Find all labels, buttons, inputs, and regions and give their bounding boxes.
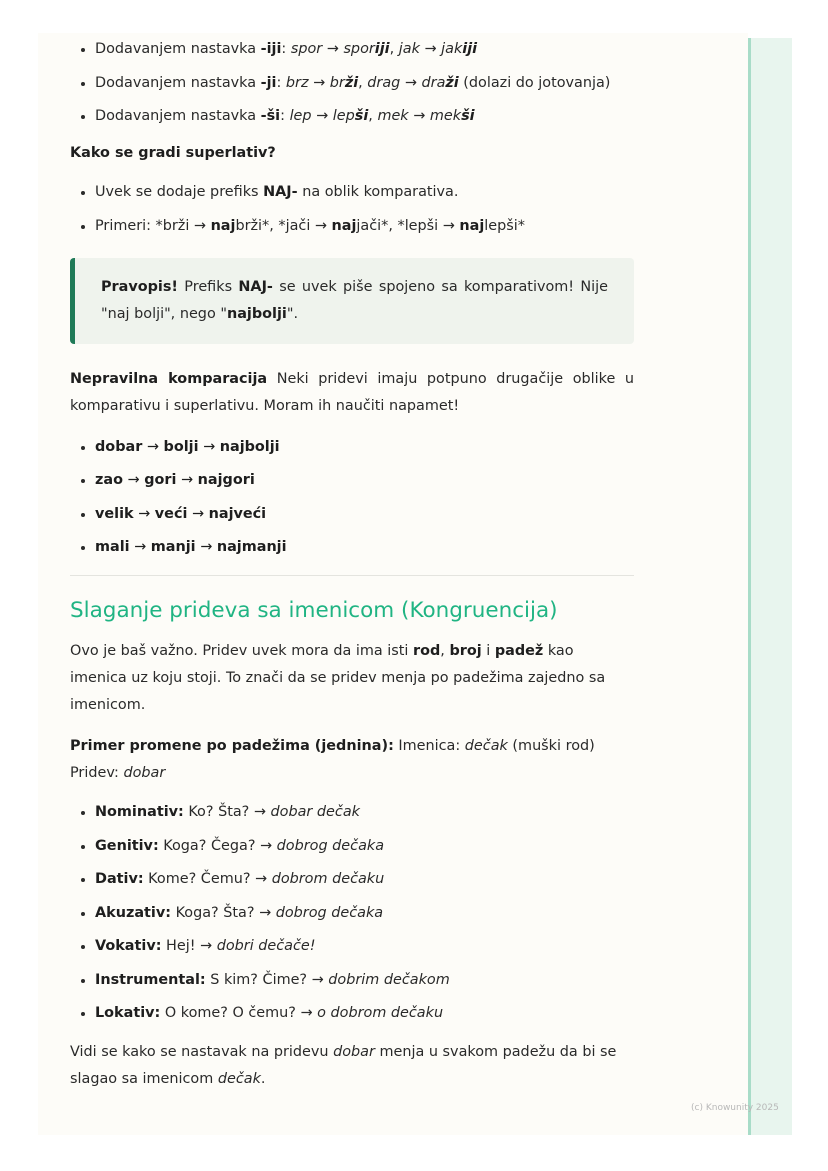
case-question: Hej! → (161, 938, 217, 954)
list-item (95, 1000, 634, 1027)
side-panel (751, 38, 792, 1135)
note: (dolazi do jotovanja) (458, 74, 611, 91)
case-question: Koga? Čega? → (158, 837, 277, 854)
rule-text: Dodavanjem nastavka (95, 108, 261, 124)
case-question: O kome? O čemu? → (160, 1005, 318, 1021)
list-item (95, 213, 634, 240)
case-name: Akuzativ: (95, 904, 171, 921)
comparative: gori (144, 472, 177, 488)
positive: mali (95, 539, 130, 555)
arrow-icon: → (142, 438, 164, 455)
adjective: dobar (123, 765, 166, 781)
case-name: Vokativ: (95, 938, 162, 954)
list-item (95, 900, 634, 927)
text: Ovo je baš važno. Pridev uvek mora da ima isti (70, 643, 413, 659)
case-form: dobrog dečaka (275, 904, 384, 921)
prefix-naj: naj (459, 217, 485, 234)
text: Vidi se kako se nastavak na pridevu (70, 1044, 334, 1060)
list-item (95, 534, 634, 561)
colon: : (276, 74, 286, 91)
list-item (95, 179, 634, 206)
stem: dra (421, 74, 446, 91)
irregular-title: Nepravilna komparacija (70, 370, 268, 387)
separator: , (358, 74, 368, 91)
text: Prefiks (177, 278, 239, 295)
arrow-icon: → (419, 41, 442, 57)
irregular-list (70, 434, 634, 562)
ending: ži (344, 74, 359, 91)
term-broj: broj (449, 643, 482, 659)
example-base: drag (367, 74, 401, 91)
text: na oblik komparativa. (297, 184, 459, 200)
correct-form: najbolji (226, 305, 287, 322)
text: Primeri: *brži → (95, 217, 211, 234)
case-name: Instrumental: (95, 971, 206, 988)
arrow-icon: → (122, 472, 145, 488)
case-name: Nominativ: (95, 804, 184, 820)
colon: : (280, 108, 290, 124)
prefix-naj: NAJ- (238, 278, 273, 295)
list-item (95, 467, 634, 494)
prefix-naj: NAJ- (263, 184, 298, 200)
text: . (260, 1071, 266, 1087)
stem: lep (332, 108, 355, 124)
text: brži*, *jači → (235, 217, 332, 234)
arrow-icon: → (198, 438, 220, 455)
conclusion-paragraph (70, 1039, 634, 1093)
ending: iji (374, 41, 390, 57)
ending: ši (354, 108, 369, 124)
comparative: manji (150, 539, 196, 555)
suffix: -ji (260, 74, 277, 91)
case-form: dobrom dečaku (271, 871, 385, 887)
callout-label: Pravopis! (101, 278, 178, 295)
text: jači*, *lepši → (356, 217, 460, 234)
case-question: Ko? Šta? → (183, 804, 271, 820)
irregular-paragraph (70, 366, 634, 420)
example-result (333, 108, 369, 124)
superlative: najgori (197, 472, 255, 488)
list-item (95, 933, 634, 960)
noun: dečak (464, 738, 508, 754)
spelling-callout (70, 258, 634, 344)
arrow-icon: → (308, 74, 330, 91)
term-padez: padež (494, 643, 544, 659)
text: lepši* (484, 217, 525, 234)
stem: mek (429, 108, 462, 124)
arrow-icon: → (400, 74, 422, 91)
text: se uvek piše spojeno sa komparativom! Nije "naj bolji", nego " (101, 278, 608, 322)
case-form: dobrog dečaka (276, 837, 385, 854)
text: ". (286, 305, 299, 322)
positive: dobar (95, 438, 143, 455)
example-label: Primer promene po padežima (jednina): (70, 738, 394, 754)
term-rod: rod (412, 643, 441, 659)
suffix: -ši (260, 108, 281, 124)
text: , (440, 643, 450, 659)
arrow-icon: → (176, 472, 198, 488)
list-item (95, 70, 634, 97)
adjective: dobar (333, 1044, 375, 1060)
ending: ši (461, 108, 475, 124)
positive: velik (95, 505, 134, 522)
example-base: jak (398, 41, 420, 57)
suffix: -iji (260, 41, 282, 57)
case-name: Genitiv: (95, 837, 159, 854)
case-form: dobri dečače! (216, 938, 316, 954)
text: i (481, 643, 495, 659)
prefix-naj: naj (331, 217, 357, 234)
noun: dečak (217, 1071, 261, 1087)
document-content (70, 36, 634, 1093)
example-result (441, 41, 477, 57)
list-item (95, 866, 634, 893)
example-intro (70, 733, 634, 787)
case-form: dobar dečak (270, 804, 360, 820)
example-base: spor (290, 41, 323, 57)
ending: ži (445, 74, 459, 91)
section-heading: Slaganje prideva sa imenicom (Kongruencija) (70, 598, 558, 623)
cases-list (70, 799, 634, 1027)
example-result (430, 108, 475, 124)
comparative: bolji (163, 438, 199, 455)
stem: br (329, 74, 345, 91)
example-base: brz (285, 74, 309, 91)
colon: : (281, 41, 291, 57)
stem: jak (441, 41, 463, 57)
separator: , (368, 108, 378, 124)
case-question: Koga? Šta? → (171, 904, 276, 921)
case-question: Kome? Čemu? → (143, 871, 272, 887)
case-name: Lokativ: (95, 1005, 161, 1021)
example-result (422, 75, 459, 91)
comparative-rules-list (70, 36, 634, 130)
prefix-naj: naj (210, 217, 236, 234)
example-base: mek (377, 108, 409, 124)
ending: iji (462, 41, 478, 57)
list-item (95, 799, 634, 826)
text: (muški rod) Pridev: (70, 738, 595, 781)
superlative: najmanji (216, 539, 287, 555)
text: kao imenica uz koju stoji. To znači da se pridev menja po padežima zajedno sa imenicom. (70, 643, 606, 713)
list-item (95, 833, 634, 860)
arrow-icon: → (195, 539, 217, 555)
text: Uvek se dodaje prefiks (95, 184, 264, 200)
arrow-icon: → (129, 539, 151, 555)
superlative: najbolji (219, 438, 280, 455)
example-result (330, 75, 358, 91)
text: Imenica: (393, 738, 465, 754)
text: menja u svakom padežu da bi se slagao sa imenicom (70, 1044, 617, 1087)
list-item (95, 434, 634, 461)
text: Neki pridevi imaju potpuno drugačije oblike u komparativu i superlativu. Moram ih naučiti napamet! (70, 370, 634, 414)
arrow-icon: → (187, 505, 209, 522)
copyright-footer: (c) Knowunity 2025 (691, 1103, 779, 1113)
rule-text: Dodavanjem nastavka (95, 74, 261, 91)
list-item (95, 103, 634, 130)
arrow-icon: → (311, 108, 333, 124)
arrow-icon: → (322, 41, 344, 57)
example-result (343, 41, 389, 57)
list-item (95, 967, 634, 994)
rule-text: Dodavanjem nastavka (95, 41, 261, 57)
comparative: veći (154, 505, 188, 522)
arrow-icon: → (133, 505, 155, 522)
case-form: o dobrom dečaku (317, 1005, 444, 1021)
congruence-intro (70, 638, 634, 719)
section-divider (70, 575, 634, 576)
superlative: najveći (208, 505, 267, 522)
separator: , (389, 41, 399, 57)
superlative-question: Kako se gradi superlativ? (70, 145, 276, 161)
case-question: S kim? Čime? → (205, 971, 329, 988)
case-form: dobrim dečakom (328, 971, 450, 988)
list-item (95, 36, 634, 63)
arrow-icon: → (408, 108, 430, 124)
example-base: lep (289, 108, 312, 124)
stem: spor (343, 41, 375, 57)
superlative-list (70, 179, 634, 240)
list-item (95, 501, 634, 528)
positive: zao (95, 472, 123, 488)
case-name: Dativ: (95, 871, 144, 887)
